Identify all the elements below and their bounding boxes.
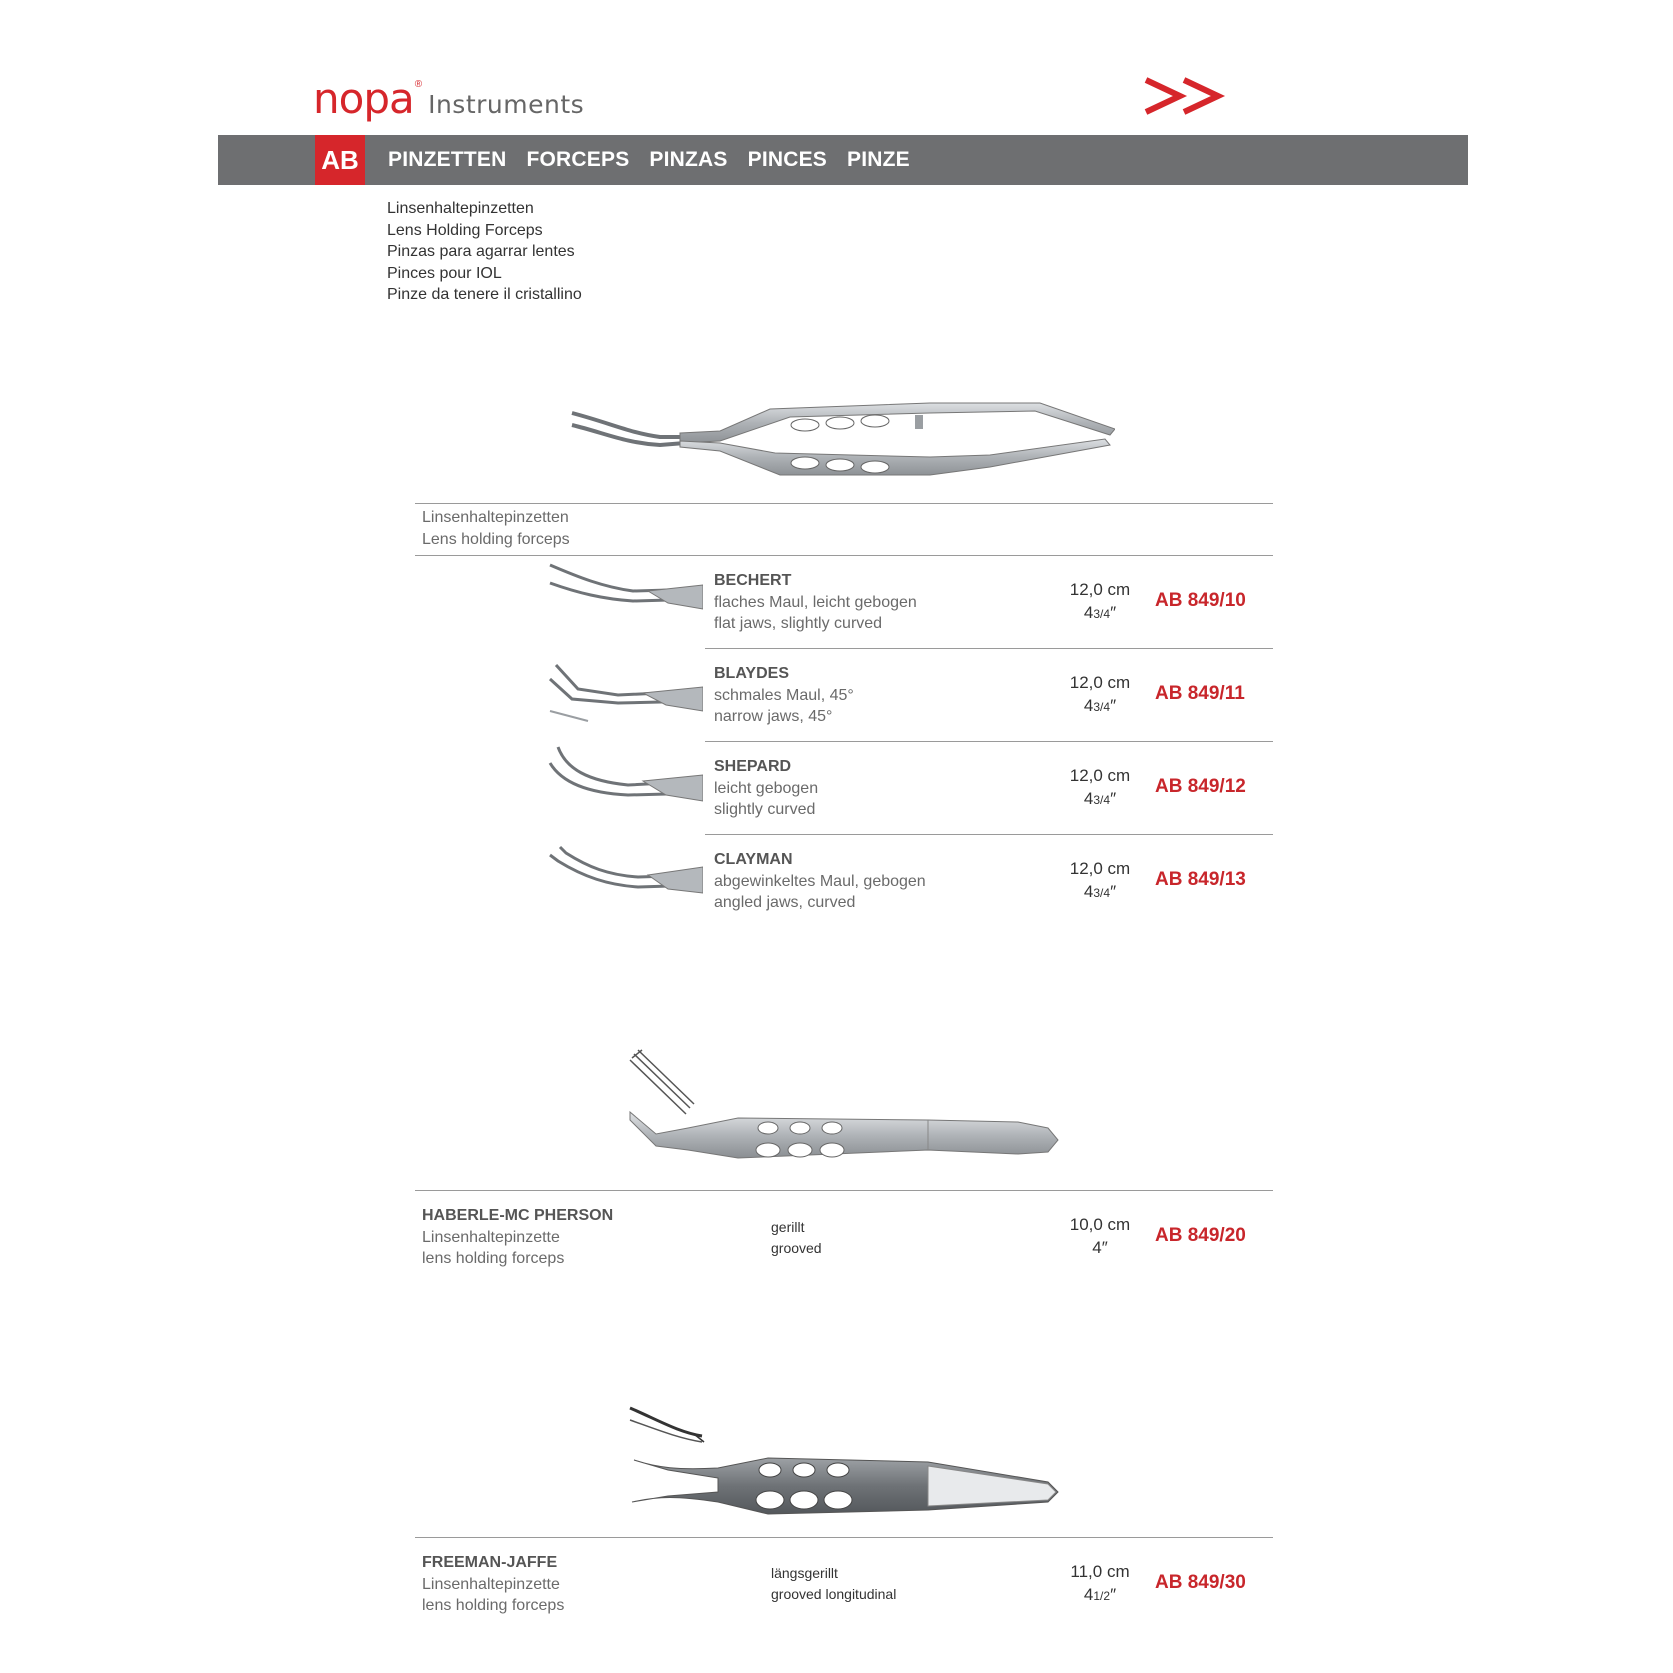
size-inch: 43/4″ <box>1083 882 1117 901</box>
size-inch: 41/2″ <box>1083 1585 1117 1604</box>
divider <box>415 1190 1273 1191</box>
section-title-it: PINZE <box>847 148 910 171</box>
divider <box>705 741 1273 742</box>
product-haberle <box>422 1205 613 1270</box>
product-size <box>1045 764 1155 812</box>
double-chevron-right-icon[interactable] <box>1140 72 1240 122</box>
size-cm: 12,0 cm <box>1069 580 1131 599</box>
product-desc-de: Linsenhaltepinzette <box>422 1575 560 1593</box>
product-desc-de: Linsenhaltepinzette <box>422 1228 560 1246</box>
product-name: SHEPARD <box>714 758 792 775</box>
product-feature <box>771 1217 822 1259</box>
table-row <box>714 849 926 914</box>
feature-en: grooved longitudinal <box>771 1586 897 1602</box>
size-cm: 12,0 cm <box>1069 673 1131 692</box>
intro-line-de: Linsenhaltepinzetten <box>387 200 534 217</box>
tip-illustration-shepard <box>548 745 703 805</box>
product-freeman-jaffe <box>422 1552 564 1617</box>
table-row <box>714 663 854 728</box>
product-name: BLAYDES <box>714 665 789 682</box>
section-title-fr: PINCES <box>747 148 828 171</box>
product-desc-en: lens holding forceps <box>422 1597 565 1614</box>
size-cm: 11,0 cm <box>1070 1562 1130 1581</box>
product-name: HABERLE-MC PHERSON <box>422 1207 614 1224</box>
table-row <box>714 570 917 635</box>
group-heading <box>422 507 570 550</box>
article-number: AB 849/30 <box>1155 1572 1246 1593</box>
product-size <box>1045 1213 1155 1259</box>
size-inch: 43/4″ <box>1083 603 1117 622</box>
section-code-badge: AB <box>315 135 365 185</box>
intro-line-es: Pinzas para agarrar lentes <box>387 243 575 261</box>
forceps-illustration-main <box>570 395 1115 495</box>
forceps-illustration-haberle <box>628 1048 1068 1168</box>
product-name: FREEMAN-JAFFE <box>422 1554 558 1571</box>
product-size <box>1045 857 1155 905</box>
product-desc-en: slightly curved <box>714 801 816 818</box>
product-desc-de: schmales Maul, 45° <box>714 686 854 704</box>
size-cm: 12,0 cm <box>1069 766 1131 785</box>
group-heading-de: Linsenhaltepinzetten <box>422 509 569 526</box>
intro-line-en: Lens Holding Forceps <box>387 221 543 239</box>
product-feature <box>771 1563 896 1605</box>
feature-de: längsgerillt <box>771 1565 838 1581</box>
size-cm: 10,0 cm <box>1069 1215 1131 1234</box>
product-desc-en: lens holding forceps <box>422 1250 565 1267</box>
brand-subtitle: Instruments <box>428 90 585 119</box>
section-title-en: FORCEPS <box>526 148 630 171</box>
product-size <box>1045 578 1155 626</box>
article-number: AB 849/13 <box>1155 869 1246 890</box>
section-title-es: PINZAS <box>649 148 728 171</box>
divider <box>415 555 1273 556</box>
product-desc-en: angled jaws, curved <box>714 894 856 911</box>
article-number: AB 849/20 <box>1155 1225 1246 1246</box>
feature-de: gerillt <box>771 1219 805 1235</box>
article-number: AB 849/12 <box>1155 776 1246 797</box>
divider <box>705 834 1273 835</box>
size-inch: 43/4″ <box>1083 789 1117 808</box>
forceps-illustration-freeman-jaffe <box>628 1406 1068 1526</box>
product-desc-de: flaches Maul, leicht gebogen <box>714 593 917 611</box>
size-cm: 12,0 cm <box>1069 859 1131 878</box>
product-desc-en: flat jaws, slightly curved <box>714 615 883 632</box>
registered-mark: ® <box>414 79 423 90</box>
brand-logo <box>313 74 585 128</box>
section-title-de: PINZETTEN <box>388 148 507 171</box>
divider <box>705 648 1273 649</box>
product-name: CLAYMAN <box>714 851 793 868</box>
product-desc-de: leicht gebogen <box>714 779 819 797</box>
group-heading-en: Lens holding forceps <box>422 530 570 548</box>
size-inch: 4″ <box>1092 1238 1108 1257</box>
product-desc-de: abgewinkeltes Maul, gebogen <box>714 872 926 890</box>
tip-illustration-bechert <box>548 563 703 618</box>
intro-text <box>387 198 582 306</box>
product-name: BECHERT <box>714 572 792 589</box>
brand-name: nopa <box>313 74 414 123</box>
article-number: AB 849/10 <box>1155 590 1246 611</box>
feature-en: grooved <box>771 1240 822 1256</box>
tip-illustration-blaydes <box>548 663 703 723</box>
divider <box>415 503 1273 504</box>
intro-line-it: Pinze da tenere il cristallino <box>387 286 582 304</box>
size-inch: 43/4″ <box>1083 696 1117 715</box>
product-desc-en: narrow jaws, 45° <box>714 708 833 725</box>
intro-line-fr: Pinces pour IOL <box>387 264 502 282</box>
article-number: AB 849/11 <box>1155 683 1245 704</box>
table-row <box>714 756 818 821</box>
divider <box>415 1537 1273 1538</box>
tip-illustration-clayman <box>548 845 703 900</box>
product-size <box>1045 1560 1155 1608</box>
section-titles <box>388 135 910 185</box>
product-size <box>1045 671 1155 719</box>
